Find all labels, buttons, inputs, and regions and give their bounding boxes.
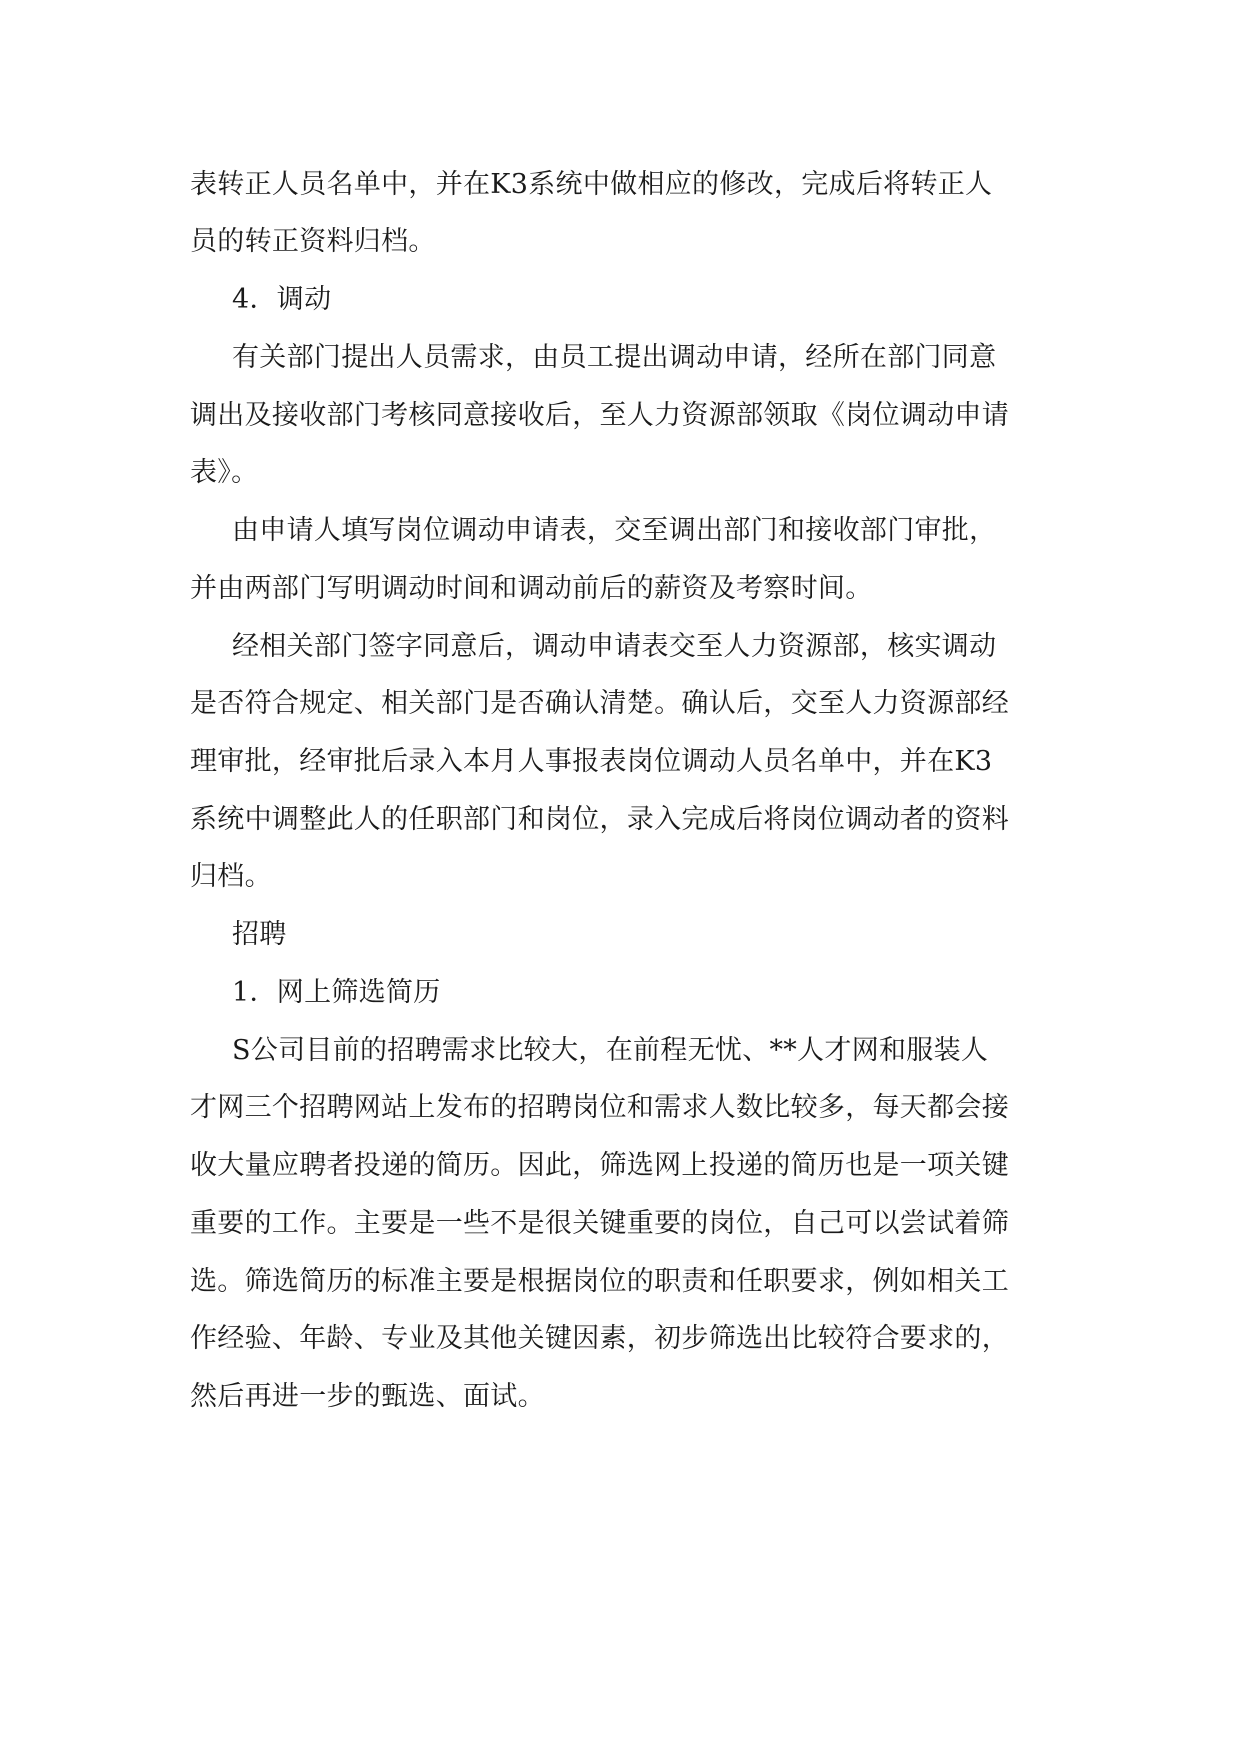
text-line: 系统中调整此人的任职部门和岗位，录入完成后将岗位调动者的资料 [190,804,1009,835]
text-line: S公司目前的招聘需求比较大，在前程无忧、**人才网和服装人 [232,1035,989,1066]
section-heading: 招聘 [232,919,287,950]
text-line: 调出及接收部门考核同意接收后，至人力资源部领取《岗位调动申请 [190,400,1009,431]
text-line: 归档。 [190,861,272,892]
text-line: 是否符合规定、相关部门是否确认清楚。确认后，交至人力资源部经 [190,688,1009,719]
section-heading: 4．调动 [232,284,332,315]
text-line: 选。筛选简历的标准主要是根据岗位的职责和任职要求，例如相关工 [190,1266,1009,1297]
text-line: 并由两部门写明调动时间和调动前后的薪资及考察时间。 [190,573,873,604]
text-line: 然后再进一步的甄选、面试。 [190,1381,545,1412]
text-line: 表》。 [190,457,259,488]
text-line: 经相关部门签字同意后，调动申请表交至人力资源部，核实调动 [232,631,997,662]
text-line: 由申请人填写岗位调动申请表，交至调出部门和接收部门审批， [232,515,997,546]
section-heading: 1．网上筛选简历 [232,977,441,1008]
text-line: 有关部门提出人员需求，由员工提出调动申请，经所在部门同意 [232,342,997,373]
text-line: 重要的工作。主要是一些不是很关键重要的岗位，自己可以尝试着筛 [190,1208,1009,1239]
text-line: 收大量应聘者投递的简历。因此，筛选网上投递的简历也是一项关键 [190,1150,1009,1181]
text-line: 表转正人员名单中，并在K3系统中做相应的修改，完成后将转正人 [190,169,993,200]
text-line: 才网三个招聘网站上发布的招聘岗位和需求人数比较多，每天都会接 [190,1092,1009,1123]
text-line: 员的转正资料归档。 [190,226,436,257]
text-line: 理审批，经审批后录入本月人事报表岗位调动人员名单中，并在K3 [190,746,993,777]
text-line: 作经验、年龄、专业及其他关键因素，初步筛选出比较符合要求的， [190,1323,1009,1354]
